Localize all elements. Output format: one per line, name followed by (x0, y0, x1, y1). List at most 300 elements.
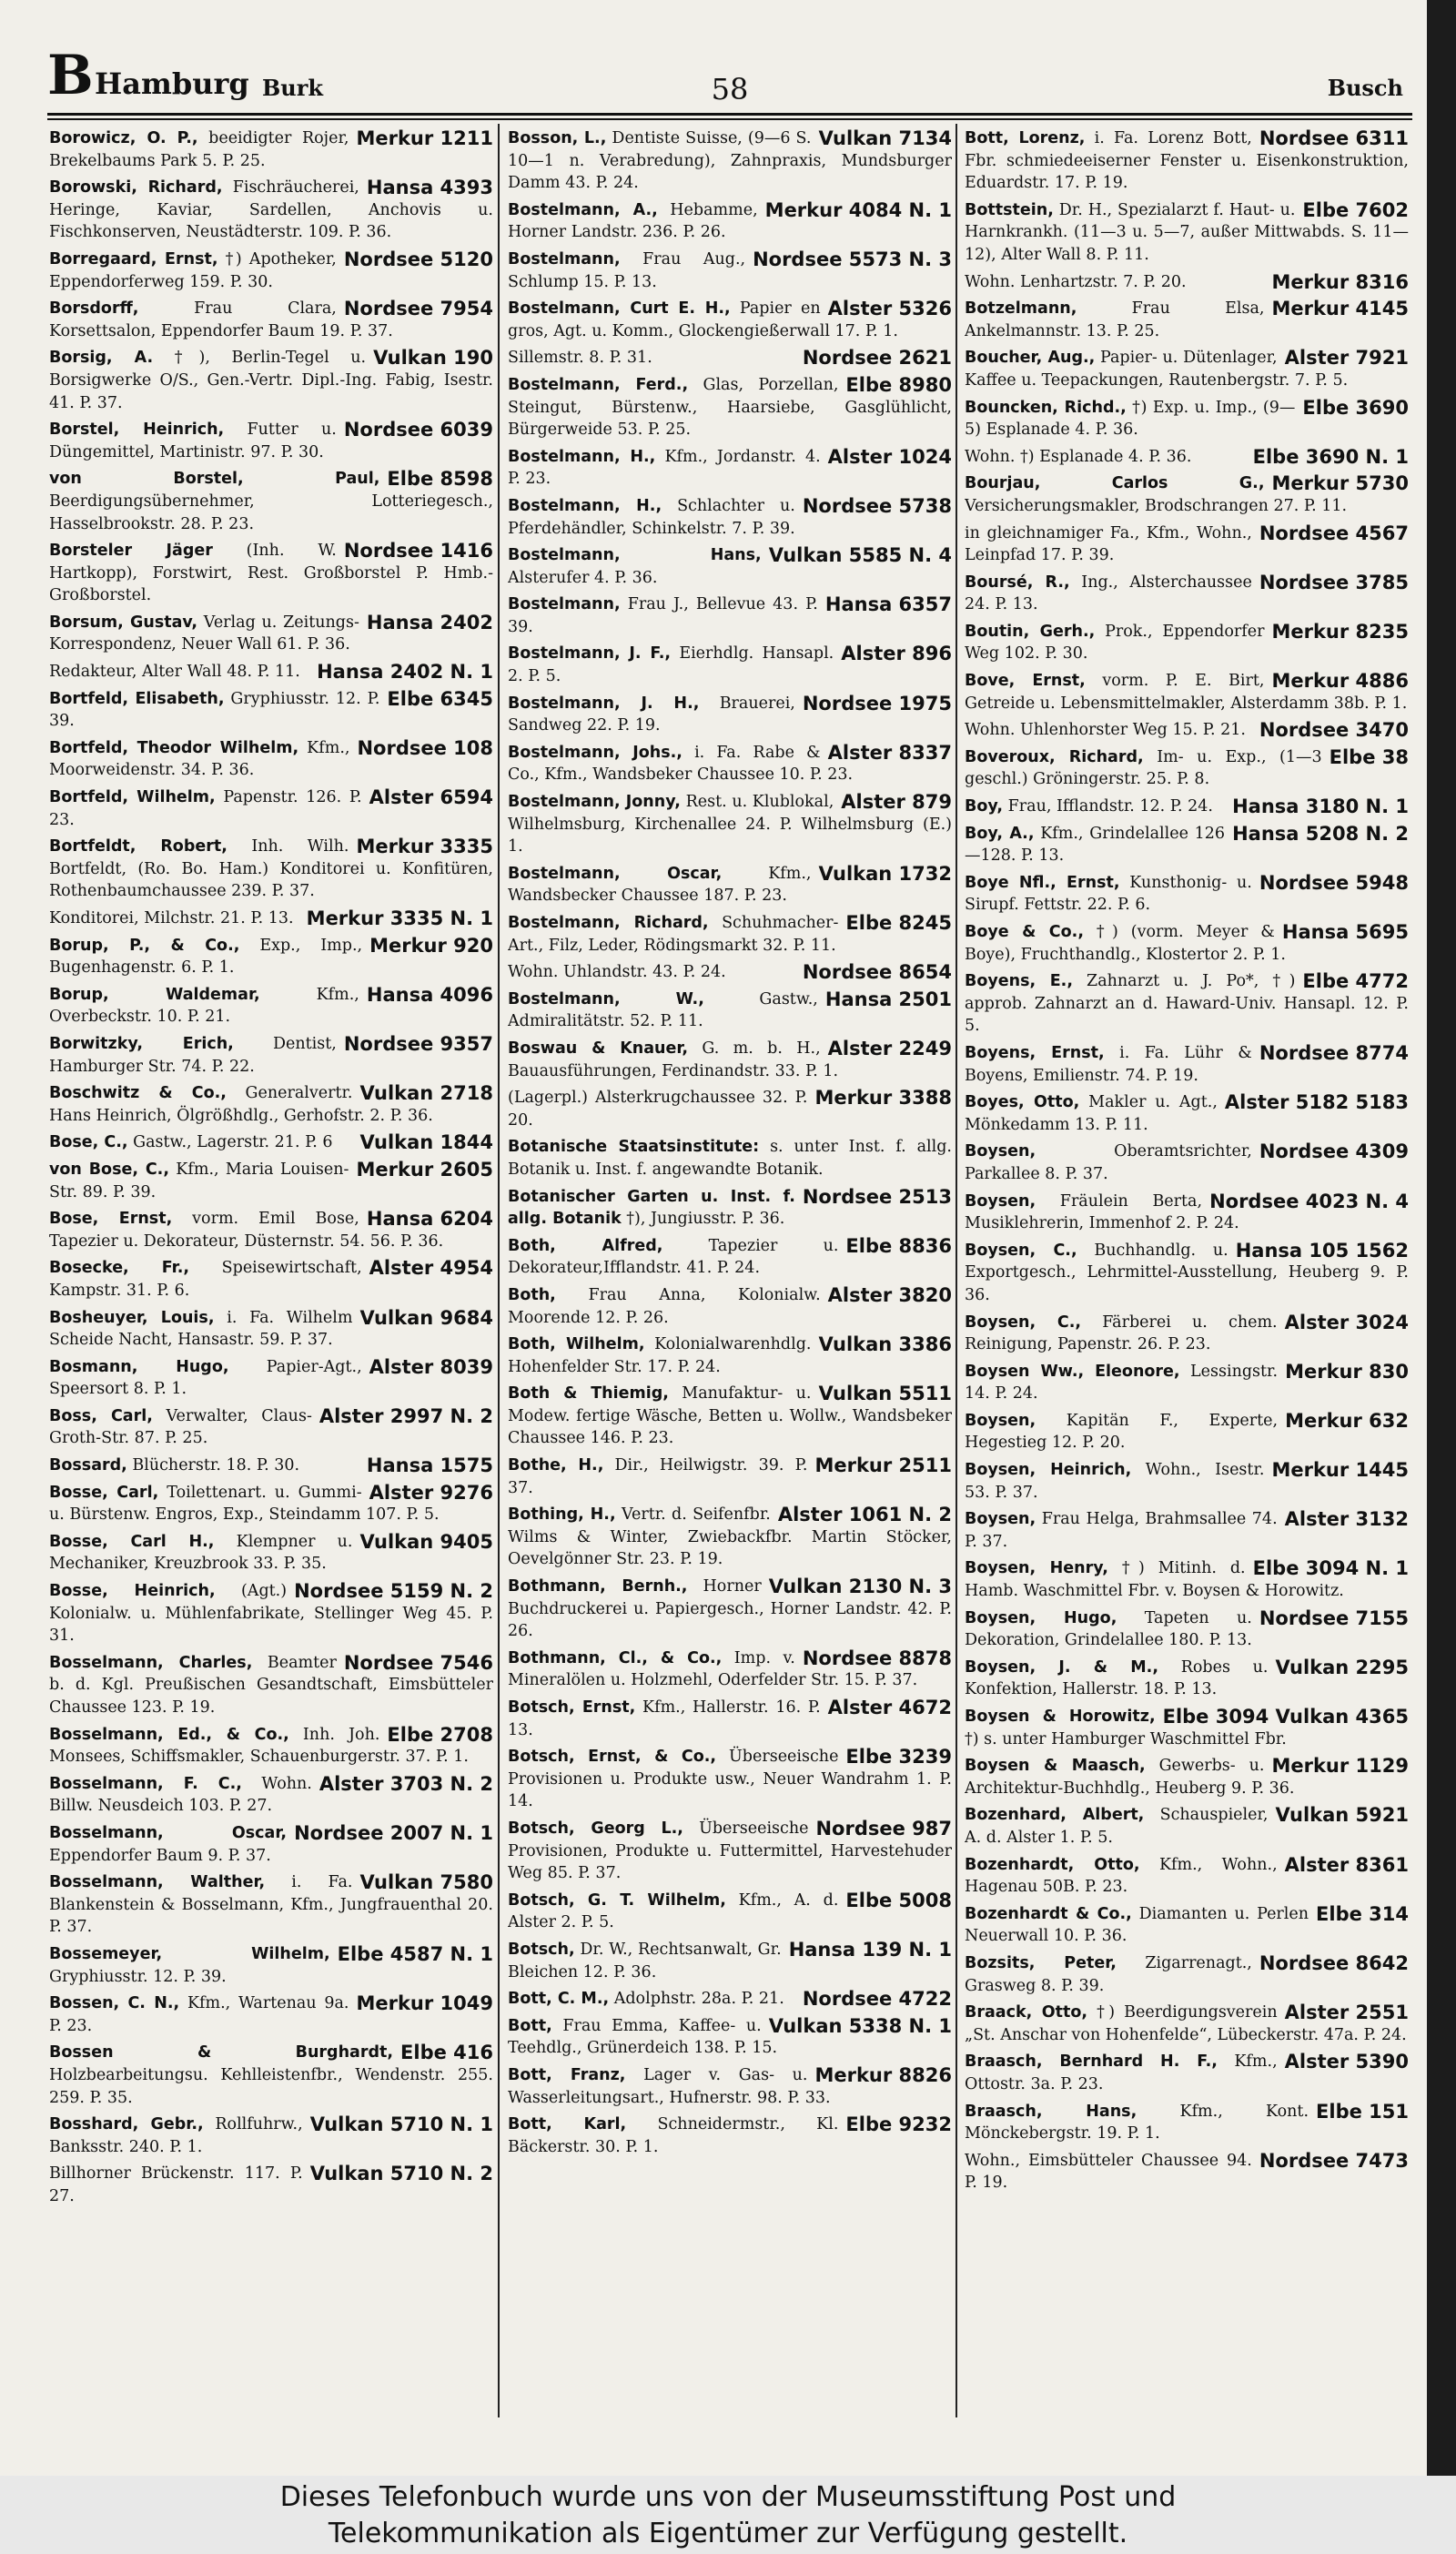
phone-number: Elbe 151 (1316, 2100, 1409, 2123)
phone-number: Merkur 2605 (356, 1158, 493, 1181)
directory-column-1 (49, 127, 493, 2421)
directory-entry (965, 1091, 1409, 1136)
entry-name: Bostelmann, A., (508, 200, 658, 219)
entry-name: Bossard, (49, 1456, 127, 1475)
phone-number: Merkur 8235 (1271, 620, 1409, 643)
entry-name: Bostelmann, (508, 249, 621, 269)
entry-details: Wohn. Billw. Neusdeich 103. P. 27. (49, 1774, 312, 1816)
entry-details: Fräulein Berta, Musiklehrerin, Immenhof 2. P. 24. (965, 1191, 1239, 1233)
entry-details: Versicherungsmakler, Brodschrangen 27. P. 11. (965, 496, 1348, 515)
directory-entry (49, 935, 493, 979)
entry-details: †) Mitinh. d. Hamb. Waschmittel Fbr. v. Boysen & Horowitz. (965, 1559, 1344, 1601)
entry-name: Botsch, Georg L., (508, 1819, 683, 1838)
entry-name: Bostelmann, J. F., (508, 644, 672, 664)
phone-number: Vulkan 7580 (359, 1871, 493, 1894)
phone-number: Hansa 3180 N. 1 (1232, 796, 1409, 818)
entry-name: Bosse, Carl, (49, 1483, 159, 1502)
directory-entry (508, 1235, 952, 1280)
phone-number: Vulkan 1732 (818, 862, 952, 885)
phone-number: Merkur 4084 N. 1 (764, 198, 952, 221)
entry-details: Wohn. Uhlenhorster Weg 15. P. 21. (965, 721, 1246, 740)
directory-entry (49, 907, 493, 930)
phone-number: Alster 1024 (827, 445, 952, 468)
entry-details: Dentiste Suisse, (9—6 S. 10—1 n. Verabredung), Zahnpraxis, Mundsburger Damm 43. P. 24. (508, 129, 952, 193)
directory-entry (508, 1746, 952, 1813)
directory-entry (49, 248, 493, 293)
directory-entry (508, 863, 952, 907)
directory-entry (965, 1361, 1409, 1405)
directory-entry (508, 1988, 952, 2011)
phone-number: Hansa 4096 (366, 983, 493, 1006)
entry-name: Boysen, (965, 1191, 1036, 1211)
entry-details: Frau Aug., Schlump 15. P. 13. (508, 249, 746, 291)
entry-name: Bosse, Carl H., (49, 1532, 215, 1551)
entry-name: Bosecke, Fr., (49, 1259, 190, 1278)
directory-entry (965, 872, 1409, 917)
entry-name: Bothmann, Cl., & Co., (508, 1648, 723, 1667)
phone-number: Hansa 5208 N. 2 (1232, 822, 1409, 845)
entry-details: i. Fa. Rabe & Co., Kfm., Wandsbeker Chaussee 10. P. 23. (508, 743, 854, 785)
entry-name: Boysen, Hugo, (965, 1608, 1117, 1627)
entry-details: Kfm., Grindelallee 126—128. P. 13. (965, 824, 1226, 866)
entry-name: Bostelmann, Ferd., (508, 375, 689, 394)
directory-entry (965, 522, 1409, 567)
directory-entry (49, 347, 493, 414)
phone-number: Vulkan 7134 (818, 127, 952, 149)
entry-name: Bortfeld, Elisabeth, (49, 689, 225, 708)
entry-details: Horner Buchdruckerei u. Papiergesch., Horner Landstr. 42. P. 26. (508, 1577, 952, 1641)
footer-line-1: Dieses Telefonbuch wurde uns von der Museumsstiftung Post und (279, 2481, 1177, 2513)
header-rule-thick (47, 113, 1412, 116)
entry-name: Bostelmann, Oscar, (508, 864, 723, 883)
entry-name: Boswau & Knauer, (508, 1039, 689, 1058)
directory-entry (508, 1136, 952, 1181)
entry-details: Sillemstr. 8. P. 31. (508, 349, 652, 368)
footer-notice (0, 2476, 1456, 2554)
directory-entry (965, 472, 1409, 517)
entry-name: Boysen & Horowitz, (965, 1708, 1156, 1726)
entry-name: Bothmann, Bernh., (508, 1577, 688, 1596)
entry-details: (Agt.) Kolonialw. u. Mühlenfabrikate, Stellinger Weg 45. P. 31. (49, 1582, 493, 1646)
directory-entry (508, 1939, 952, 1983)
entry-name: Botzelmann, (965, 299, 1077, 319)
phone-number: Nordsee 5573 N. 3 (753, 248, 952, 270)
entry-details: Tapezier u. Dekorateur,Ifflandstr. 41. P. 24. (508, 1236, 839, 1278)
phone-number: Nordsee 8654 (802, 961, 952, 984)
entry-name: Bostelmann, Richard, (508, 914, 709, 932)
entry-details: Prok., Eppendorfer Weg 102. P. 30. (965, 622, 1265, 664)
entry-details: Wohn., Eimsbütteler Chaussee 94. P. 19. (965, 2151, 1252, 2193)
directory-entry (49, 1822, 493, 1867)
entry-details: Eierhdlg. Hansapl. 2. P. 5. (508, 644, 834, 686)
phone-number: Elbe 416 (400, 2042, 493, 2064)
directory-entry (508, 593, 952, 638)
entry-name: Boysen, Henry, (965, 1559, 1108, 1578)
phone-number: Nordsee 2513 (802, 1185, 952, 1208)
entry-name: Boysen, C., (965, 1312, 1082, 1332)
entry-name: Bossemeyer, Wilhelm, (49, 1944, 330, 1963)
directory-entry (508, 446, 952, 491)
entry-name: Boysen, (965, 1411, 1036, 1430)
directory-column-3 (965, 127, 1409, 2421)
directory-entry (49, 1454, 493, 1477)
entry-details: Dir., Heilwigstr. 39. P. 37. (508, 1456, 808, 1497)
entry-details: Lager v. Gas- u. Wasserleitungsart., Hufnerstr. 98. P. 33. (508, 2065, 831, 2107)
entry-name: Bostelmann, Johs., (508, 743, 682, 762)
entry-details: Gryphiusstr. 12. P. 39. (49, 1967, 227, 1986)
phone-number: Hansa 105 1562 (1235, 1239, 1409, 1262)
phone-number: Merkur 1129 (1271, 1755, 1409, 1778)
entry-name: Borsdorff, (49, 299, 139, 319)
directory-entry (965, 2002, 1409, 2046)
page-number: 58 (711, 72, 749, 106)
directory-entry (49, 1131, 493, 1154)
entry-details: Makler u. Agt., Mönkedamm 13. P. 11. (965, 1093, 1218, 1134)
directory-entry (508, 1576, 952, 1643)
entry-details: Frau J., Bellevue 43. P. 39. (508, 595, 818, 636)
phone-number: Nordsee 2621 (802, 347, 952, 370)
directory-entry (965, 823, 1409, 867)
directory-entry (49, 1356, 493, 1401)
entry-name: Boye & Co., (965, 923, 1084, 941)
phone-number: Nordsee 1416 (343, 540, 493, 562)
entry-details: Diamanten u. Perlen Neuerwall 10. P. 36. (965, 1904, 1309, 1946)
directory-entry (49, 298, 493, 342)
phone-number: Alster 2551 (1284, 2002, 1409, 2024)
phone-number: Merkur 3335 N. 1 (306, 907, 493, 929)
phone-number: Nordsee 3470 (1259, 719, 1409, 742)
phone-number: Merkur 4886 (1271, 670, 1409, 693)
directory-column-2 (508, 127, 952, 2421)
phone-number: Nordsee 8878 (802, 1647, 952, 1669)
entry-details: Kfm., Wohn., Hagenau 50B. P. 23. (965, 1855, 1278, 1897)
entry-name: Boysen, J. & M., (965, 1657, 1158, 1677)
phone-number: Merkur 1211 (356, 127, 493, 149)
directory-entry (49, 984, 493, 1029)
entry-details: Oberamtsrichter, Parkallee 8. P. 37. (965, 1142, 1252, 1183)
entry-name: Bothing, H., (508, 1505, 616, 1525)
entry-name: Borsig, A. (49, 349, 154, 368)
phone-number: Merkur 830 (1285, 1360, 1409, 1383)
phone-number: Elbe 8245 (845, 912, 952, 934)
entry-details: Überseeische Provisionen u. Produkte usw., Neuer Wandrahm 1. P. 14. (508, 1748, 952, 1811)
entry-details: Frau Elsa, Ankelmannstr. 13. P. 25. (965, 299, 1265, 340)
entry-details: in gleichnamiger Fa., Kfm., Wohn., Leinpfad 17. P. 39. (965, 523, 1252, 565)
entry-details: Futter u. Düngemittel, Martinistr. 97. P. 30. (49, 421, 337, 461)
phone-number: Nordsee 3785 (1259, 571, 1409, 593)
entry-details: vorm. Emil Bose, Tapezier u. Dekorateur, Düsternstr. 54. 56. P. 36. (49, 1210, 444, 1251)
phone-number: Hansa 5695 (1281, 921, 1409, 943)
directory-entry (508, 1038, 952, 1082)
entry-name: Boucher, Aug., (965, 349, 1096, 368)
column-divider (956, 124, 957, 2417)
phone-number: Alster 4954 (369, 1257, 493, 1280)
entry-details: Kolonialwarenhdlg. Hohenfelder Str. 17. P. 24. (508, 1335, 812, 1376)
entry-details: †) Apotheker, Eppendorferweg 159. P. 30. (49, 249, 337, 291)
directory-entry (49, 1724, 493, 1769)
page-header (47, 46, 1412, 111)
phone-number: Vulkan 9405 (359, 1530, 493, 1553)
phone-number: Alster 5390 (1284, 2051, 1409, 2073)
header-rule-thin (47, 118, 1412, 120)
directory-entry (508, 961, 952, 984)
phone-number: Alster 2997 N. 2 (318, 1404, 493, 1427)
directory-entry (508, 1186, 952, 1231)
phone-number: Alster 6594 (369, 786, 493, 809)
entry-name: Bosselmann, Ed., & Co., (49, 1725, 289, 1744)
entry-name: Boss, Carl, (49, 1406, 153, 1425)
directory-entry (508, 1890, 952, 1934)
entry-details: Frau Anna, Kolonialw. Moorende 12. P. 26. (508, 1285, 821, 1327)
directory-entry (49, 1307, 493, 1352)
entry-details: Frau Emma, Kaffee- u. Teehdlg., Grünerdeich 138. P. 15. (508, 2016, 778, 2058)
entry-details: Kfm., A. d. Alster 2. P. 5. (508, 1890, 839, 1932)
directory-entry (49, 2113, 493, 2158)
directory-entry (508, 791, 952, 858)
entry-name: Bott, Lorenz, (965, 129, 1086, 147)
entry-details: s. unter Inst. f. allg. Botanik u. Inst. f. angewandte Botanik. (508, 1138, 952, 1179)
directory-entry (965, 1952, 1409, 1997)
entry-name: Boutin, Gerh., (965, 622, 1096, 641)
entry-details: †) s. unter Hamburger Waschmittel Fbr. (965, 1729, 1287, 1748)
phone-number: Vulkan 5710 N. 1 (309, 2113, 493, 2136)
entry-details: Färberei u. chem. Reinigung, Papenstr. 26. P. 23. (965, 1312, 1278, 1354)
entry-details: Gastw., Admiralitätstr. 52. P. 11. (508, 989, 818, 1031)
entry-name: Bossen, C. N., (49, 1994, 180, 2013)
entry-details: Beamter b. d. Kgl. Preußischen Gesandtschaft, Eimsbütteler Chaussee 123. P. 19. (49, 1653, 493, 1717)
directory-entry (508, 298, 952, 342)
directory-entry (965, 199, 1409, 267)
directory-entry (49, 2042, 493, 2109)
entry-details: Exp., Imp., Bugenhagenstr. 6. P. 1. (49, 936, 363, 978)
entry-name: Bosselmann, F. C., (49, 1774, 242, 1793)
phone-number: Nordsee 4023 N. 4 (1209, 1190, 1409, 1212)
phone-number: Elbe 3690 N. 1 (1252, 445, 1409, 468)
phone-number: Nordsee 4309 (1259, 1140, 1409, 1163)
entry-name: Boursé, R., (965, 573, 1070, 592)
phone-number: Elbe 4772 (1302, 970, 1409, 993)
directory-entry (965, 446, 1409, 469)
directory-entry (49, 688, 493, 733)
directory-entry (49, 1943, 493, 1988)
entry-name: Bostelmann, W., (508, 989, 704, 1008)
directory-entry (965, 1657, 1409, 1701)
phone-number: Elbe 6345 (387, 687, 493, 710)
phone-number: Elbe 3094 N. 1 (1252, 1557, 1409, 1580)
phone-number: Alster 5326 (827, 298, 952, 320)
directory-entry (965, 1191, 1409, 1235)
entry-name: Braasch, Bernhard H. F., (965, 2052, 1218, 2072)
entry-details: Dentist, Hamburger Str. 74. P. 22. (49, 1034, 337, 1076)
entry-name: Bosselmann, Walther, (49, 1873, 266, 1892)
entry-name: Boysen, (965, 1510, 1036, 1529)
entry-details: Gryphiusstr. 12. P. 39. (49, 689, 380, 731)
entry-details: Schuhmacher-Art., Filz, Leder, Rödingsmarkt 32. P. 11. (508, 914, 839, 955)
entry-details: †) Beerdigungsverein „St. Anschar von Hohenfelde“, Lübeckerstr. 47a. P. 24. (965, 2003, 1407, 2044)
column-divider (498, 124, 500, 2417)
entry-details: Redakteur, Alter Wall 48. P. 11. (49, 663, 300, 682)
phone-number: Hansa 4393 (366, 177, 493, 199)
phone-number: Alster 3024 (1284, 1311, 1409, 1333)
entry-details: Verlag u. Zeitungs-Korrespondenz, Neuer Wall 61. P. 36. (49, 613, 359, 654)
entry-name: Bostelmann, J. H., (508, 694, 700, 713)
entry-name: von Borstel, Paul, (49, 470, 380, 489)
phone-number: Alster 9276 (369, 1481, 493, 1504)
directory-entry (49, 786, 493, 831)
phone-number: Merkur 3335 (356, 836, 493, 858)
directory-entry (508, 374, 952, 441)
directory-entry (508, 988, 952, 1033)
entry-details: Papier-Agt., Speersort 8. P. 1. (49, 1357, 362, 1399)
range-start-word: Burk (262, 75, 324, 101)
phone-number: Nordsee 7546 (343, 1651, 493, 1674)
entry-name: Bose, C., (49, 1133, 128, 1152)
section-letter: B (47, 44, 94, 107)
entry-name: Bossen & Burghardt, (49, 2043, 394, 2062)
phone-number: Nordsee 8774 (1259, 1041, 1409, 1064)
entry-details: Frau Clara, Korsettsalon, Eppendorfer Baum 19. P. 37. (49, 299, 393, 340)
directory-entry (965, 1240, 1409, 1307)
phone-number: Elbe 9232 (845, 2113, 952, 2136)
entry-details: Kfm., Hallerstr. 16. P. 13. (508, 1698, 821, 1739)
entry-details: Kfm., Kont. Mönckebergstr. 19. P. 1. (965, 2102, 1309, 2144)
phone-number: Hansa 1575 (366, 1454, 493, 1477)
directory-entry (965, 2051, 1409, 2095)
directory-entry (965, 970, 1409, 1038)
directory-entry (49, 419, 493, 463)
directory-entry (965, 1755, 1409, 1799)
phone-number: Nordsee 987 (815, 1817, 952, 1839)
entry-details: †) Exp. u. Imp., (9—5) Esplanade 4. P. 36. (965, 398, 1296, 440)
phone-number: Nordsee 5738 (802, 494, 952, 517)
phone-number: Nordsee 108 (357, 736, 493, 759)
phone-number: Vulkan 5338 N. 1 (768, 2014, 952, 2037)
phone-number: Elbe 4587 N. 1 (337, 1942, 493, 1965)
directory-entry (49, 1580, 493, 1647)
directory-entry (49, 1257, 493, 1302)
entry-name: Bostelmann, Curt E. H., (508, 299, 731, 319)
entry-name: Botanischer Garten u. Inst. f. allg. Botanik (508, 1187, 795, 1229)
entry-name: Boysen & Maasch, (965, 1757, 1146, 1776)
phone-number: Vulkan 5585 N. 4 (768, 544, 952, 567)
entry-details: Vertr. d. Seifenfbr. Wilms & Winter, Zwiebackfbr. Martin Stöcker, Oevelgönner Str. 23. P. 19. (508, 1505, 952, 1569)
directory-entry (965, 2101, 1409, 2145)
directory-entry (508, 1504, 952, 1571)
entry-details: i. Fa. Lühr & Boyens, Emilienstr. 74. P. 19. (965, 1043, 1252, 1085)
entry-name: Bottstein, (965, 200, 1054, 219)
entry-details: Rest. u. Klublokal, Wilhelmsburg, Kirchenallee 24. P. Wilhelmsburg (E.) 1. (508, 793, 952, 856)
entry-details: Tapeten u. Dekoration, Grindelallee 180. P. 13. (965, 1608, 1252, 1650)
entry-details: †), Jungiusstr. P. 36. (626, 1210, 785, 1229)
entry-details: Eppendorfer Baum 9. P. 37. (49, 1846, 271, 1865)
entry-details: Dr. W., Rechtsanwalt, Gr. Bleichen 12. P. 36. (508, 1940, 782, 1981)
phone-number: Vulkan 5710 N. 2 (309, 2163, 493, 2185)
phone-number: Hansa 2402 N. 1 (317, 661, 493, 684)
entry-details: Glas, Porzellan, Steingut, Bürstenw., Haarsiebe, Gasglühlicht, Bürgerweide 53. P. 25. (508, 375, 952, 440)
directory-entry (49, 468, 493, 535)
directory-entry (508, 2064, 952, 2109)
entry-details: Zahnarzt u. J. Po*, †) approb. Zahnarzt an d. Haward-Univ. Hansapl. 12. P. 5. (965, 972, 1409, 1036)
directory-entry (508, 1383, 952, 1450)
entry-details: †) (vorm. Meyer & Boye), Fruchthandlg., Klostertor 2. P. 1. (965, 923, 1286, 964)
entry-details: Robes u. Konfektion, Hallerstr. 18. P. 13. (965, 1657, 1269, 1699)
directory-entry (508, 1818, 952, 1885)
directory-entry (965, 1410, 1409, 1454)
entry-details: Schneidermstr., Kl. Bäckerstr. 30. P. 1. (508, 2115, 839, 2156)
directory-entry (965, 621, 1409, 665)
phone-number: Nordsee 4567 (1259, 522, 1409, 544)
entry-details: Speisewirtschaft, Kampstr. 31. P. 6. (49, 1259, 362, 1300)
phone-number: Elbe 3239 (845, 1746, 952, 1769)
phone-number: Nordsee 5159 N. 2 (294, 1580, 493, 1603)
directory-entry (49, 177, 493, 244)
directory-entry (49, 1531, 493, 1576)
phone-number: Nordsee 8642 (1259, 1951, 1409, 1974)
phone-number: Hansa 2501 (824, 988, 952, 1010)
entry-details: Lessingstr. 14. P. 24. (965, 1362, 1279, 1404)
entry-name: Bostelmann, Hans, (508, 546, 762, 565)
directory-entry (49, 1208, 493, 1252)
entry-details: Wohn. †) Esplanade 4. P. 36. (965, 447, 1192, 466)
entry-name: Boy, (965, 797, 1004, 816)
directory-entry (508, 495, 952, 540)
phone-number: Nordsee 5948 (1259, 871, 1409, 894)
entry-details: Hebamme, Horner Landstr. 236. P. 26. (508, 200, 758, 242)
entry-details: Kfm., Wandsbecker Chaussee 187. P. 23. (508, 864, 812, 906)
entry-name: Both & Thiemig, (508, 1384, 669, 1404)
entry-details: beeidigter Rojer, Brekelbaums Park 5. P. 25. (49, 129, 349, 170)
directory-entry (965, 1042, 1409, 1087)
directory-entry (49, 1405, 493, 1450)
directory-entry (965, 1706, 1409, 1750)
entry-name: Both, Alfred, (508, 1236, 663, 1255)
entry-name: Boysen, Heinrich, (965, 1461, 1132, 1480)
entry-details: Wohn., Isestr. 53. P. 37. (965, 1461, 1265, 1502)
phone-number: Nordsee 6311 (1259, 127, 1409, 149)
entry-details: Verwalter, Claus-Groth-Str. 87. P. 25. (49, 1406, 312, 1448)
entry-details: Kfm., Wartenau 9a. P. 23. (49, 1994, 349, 2035)
directory-entry (508, 693, 952, 737)
entry-details: Frau Helga, Brahmsallee 74. P. 37. (965, 1510, 1278, 1551)
phone-number: Vulkan 2130 N. 3 (768, 1576, 952, 1598)
phone-number: Alster 3820 (827, 1283, 952, 1306)
phone-number: Elbe 8598 (387, 468, 493, 491)
directory-entry (49, 1082, 493, 1127)
phone-number: Vulkan 2718 (359, 1082, 493, 1105)
directory-entry (49, 1871, 493, 1939)
phone-number: Vulkan 1844 (359, 1131, 493, 1154)
entry-name: Boyens, Ernst, (965, 1043, 1105, 1062)
entry-name: Both, (508, 1285, 556, 1304)
entry-details: Kfm., Overbeckstr. 10. P. 21. (49, 985, 359, 1027)
entry-name: Bosse, Heinrich, (49, 1582, 216, 1601)
entry-details: Klempner u. Mechaniker, Kreuzbrook 33. P. 35. (49, 1532, 353, 1574)
entry-details: Fischräucherei, Heringe, Kaviar, Sardellen, Anchovis u. Fischkonserven, Neustädterstr. 109. P. 36. (49, 178, 493, 242)
entry-details: Kfm., Maria Louisen-Str. 89. P. 39. (49, 1160, 349, 1201)
entry-details: Toilettenart. u. Gummi- u. Bürstenw. Engros, Exp., Steindamm 107. P. 5. (49, 1483, 440, 1525)
phone-number: Alster 2249 (827, 1037, 952, 1059)
phone-number: Merkur 920 (369, 934, 493, 957)
entry-name: Bozenhardt & Co., (965, 1904, 1132, 1923)
entry-name: Botanische Staatsinstitute: (508, 1138, 760, 1157)
entry-name: Boyes, Otto, (965, 1093, 1080, 1112)
phone-number: Alster 8361 (1284, 1853, 1409, 1876)
phone-number: Merkur 8316 (1271, 270, 1409, 293)
entry-name: Bozenhard, Albert, (965, 1806, 1145, 1825)
directory-entry (965, 127, 1409, 195)
entry-details: Schauspieler, A. d. Alster 1. P. 5. (965, 1806, 1269, 1847)
entry-name: Boveroux, Richard, (965, 747, 1144, 766)
